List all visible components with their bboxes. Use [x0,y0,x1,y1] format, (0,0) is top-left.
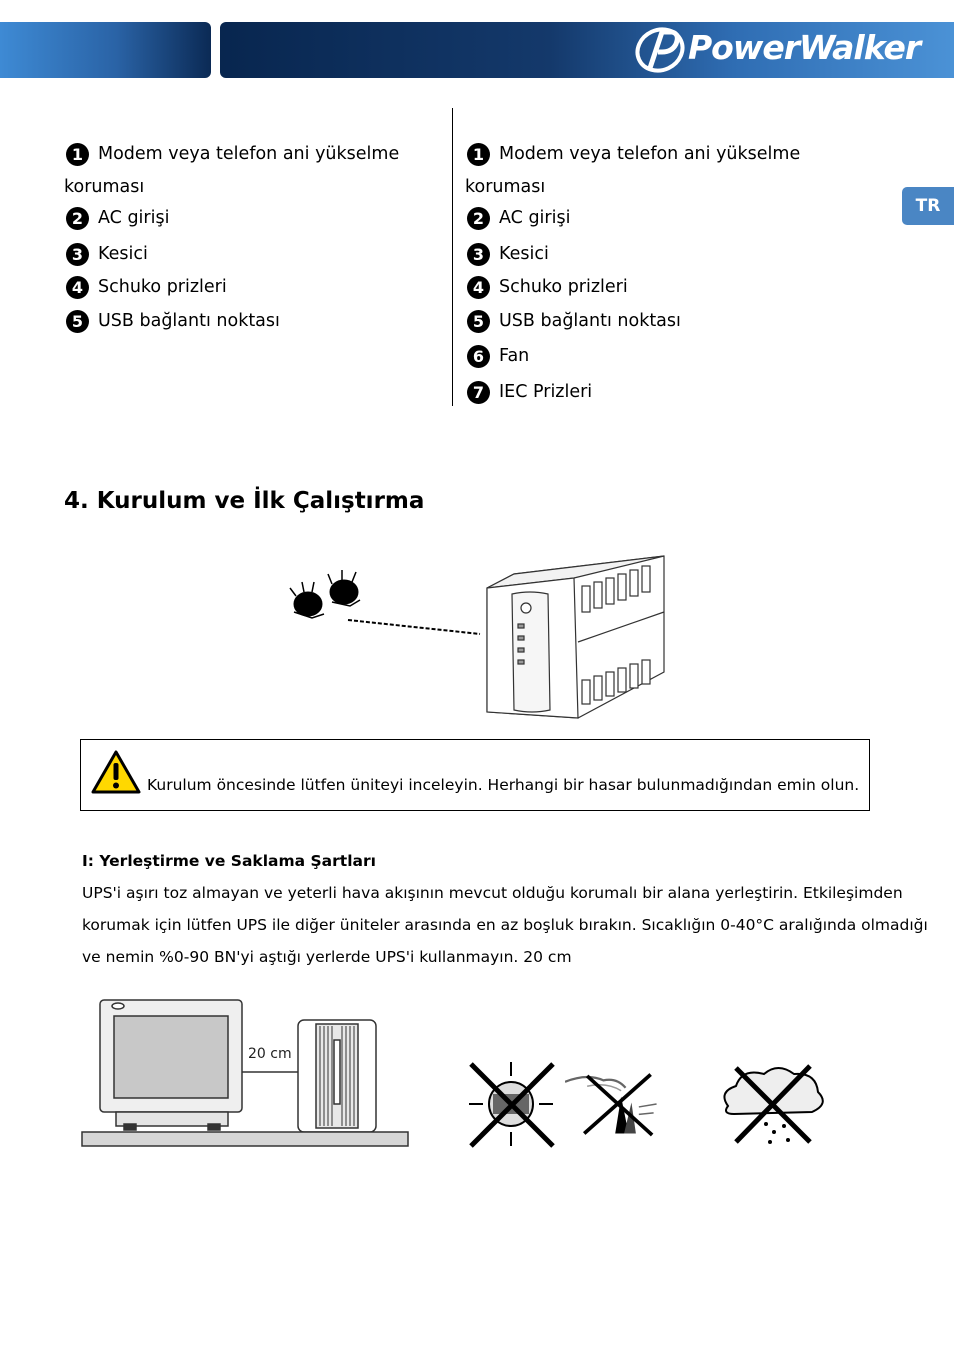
paragraph-line: korumak için lütfen UPS ile diğer üniteler arasında en az boşluk bırakın. Sıcaklığın 0-40°C aralığında olmadığı [82,916,928,934]
list-item [66,275,227,299]
warning-triangle-icon [91,750,141,794]
list-item-continuation: koruması [64,177,145,197]
no-sunlight-icon [463,1058,559,1150]
number-badge: 5 [66,310,89,333]
number-badge: 4 [66,276,89,299]
number-badge: 1 [66,143,89,166]
list-item-label: Schuko prizleri [499,277,628,297]
number-badge: 5 [467,310,490,333]
ups-side-drawing [298,1020,376,1132]
ups-inspection-illustration [282,552,672,722]
list-item [66,242,148,266]
list-item-label: Kesici [499,244,549,264]
list-item [66,206,169,230]
list-item-label: AC girişi [499,208,571,228]
list-item-label: Modem veya telefon ani yükselme [499,144,801,164]
paragraph-line: UPS'i aşırı toz almayan ve yeterli hava akışının mevcut olduğu korumalı bir alana yerleştirin. Etkileşimden [82,884,903,902]
subsection-title: I: Yerleştirme ve Saklama Şartları [82,852,376,870]
list-item-continuation: koruması [465,177,546,197]
list-item-label: Kesici [98,244,148,264]
eyes-icon [290,570,360,618]
powerwalker-logo [632,24,942,76]
list-item [467,242,549,266]
brand-name: PowerWalker [688,28,921,67]
list-item [467,344,529,368]
clearance-illustration [80,996,412,1152]
number-badge: 4 [467,276,490,299]
list-item [467,380,592,404]
number-badge: 3 [66,243,89,266]
list-item-label: Modem veya telefon ani yükselme [98,144,400,164]
no-rain-moisture-icon [714,1058,830,1150]
warning-text: Kurulum öncesinde lütfen üniteyi inceleyin. Herhangi bir hasar bulunmadığından emin olun. [147,776,860,794]
section-title: 4. Kurulum ve İlk Çalıştırma [64,488,425,514]
distance-label: 20 cm [248,1046,292,1062]
list-item-label: IEC Prizleri [499,382,593,402]
logo-swoosh-icon [632,24,692,76]
language-tab[interactable]: TR [902,187,954,225]
list-item [66,309,280,333]
column-divider [452,108,453,406]
list-item [467,275,628,299]
list-item-label: AC girişi [98,208,170,228]
list-item-label: USB bağlantı noktası [98,311,280,331]
number-badge: 7 [467,381,490,404]
number-badge: 2 [66,207,89,230]
monitor-drawing [100,1000,242,1130]
number-badge: 3 [467,243,490,266]
paragraph-line: ve nemin %0-90 BN'yi aştığı yerlerde UPS'i kullanmayın. 20 cm [82,948,572,966]
number-badge: 2 [467,207,490,230]
list-item-label: USB bağlantı noktası [499,311,681,331]
warning-box [80,739,870,811]
list-item [467,206,570,230]
number-badge: 6 [467,345,490,368]
header-left-band [0,22,211,78]
list-item-label: Fan [499,346,530,366]
list-item [467,142,800,166]
list-item [467,309,681,333]
list-item-label: Schuko prizleri [98,277,227,297]
number-badge: 1 [467,143,490,166]
list-item [66,142,399,166]
ups-unit-drawing [487,556,664,718]
no-dust-wind-icon [565,1058,661,1150]
